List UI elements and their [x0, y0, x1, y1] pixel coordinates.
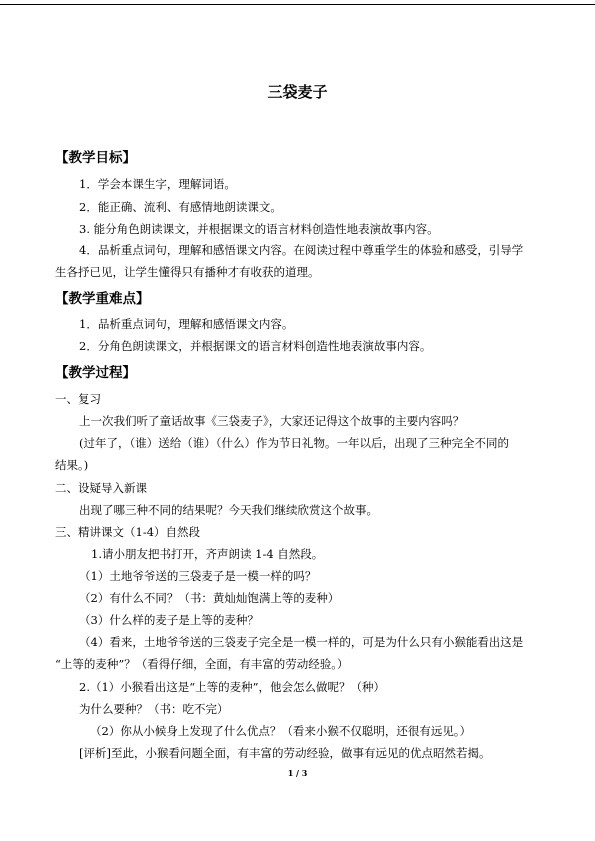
process-question: （3）什么样的麦子是上等的麦种？ — [79, 613, 259, 627]
goal-item-continued: 生各抒已见，让学生懂得只有播种才有收获的道理。 — [55, 265, 320, 279]
process-question: （4）看来，土地爷爷送的三袋麦子完全是一模一样的，可是为什么只有小猴能看出这是 — [79, 635, 524, 649]
header-rule — [0, 4, 595, 5]
process-paragraph-continued: 结果。) — [55, 458, 89, 472]
process-paragraph: 出现了哪三种不同的结果呢？今天我们继续欣赏这个故事。 — [79, 503, 378, 517]
process-commentary: [评析]至此，小猴看问题全面，有丰富的劳动经验，做事有远见的优点昭然若揭。 — [79, 746, 491, 760]
process-question: 为什么要种？（书：吃不完） — [79, 702, 229, 716]
process-step-heading: 二、设疑导入新课 — [55, 481, 147, 495]
process-step-heading: 一、复习 — [55, 392, 101, 406]
keypoint-item: 2．分角色朗读课文，并根据课文的语言材料创造性地表演故事内容。 — [79, 339, 432, 353]
page-number: 1 / 3 — [287, 768, 308, 778]
page-title: 三袋麦子 — [267, 83, 328, 101]
section-heading-goals: 【教学目标】 — [55, 150, 136, 166]
goal-item: 4．品析重点词句，理解和感悟课文内容。在阅读过程中尊重学生的体验和感受，引导学 — [79, 243, 524, 257]
process-question: （2）有什么不同？（书：黄灿灿饱满上等的麦种） — [79, 591, 340, 605]
process-question: （2）你从小候身上发现了什么优点？（看来小猴不仅聪明，还很有远见。） — [90, 724, 472, 738]
keypoint-item: 1．品析重点词句，理解和感悟课文内容。 — [79, 317, 294, 331]
process-paragraph: (过年了，（谁）送给（谁）（什么）作为节日礼物。一年以后，出现了三种完全不同的 — [79, 436, 509, 450]
process-question: 2.（1）小猴看出这是“上等的麦种”，他会怎么做呢？（种） — [79, 680, 386, 694]
process-paragraph: 1.请小朋友把书打开，齐声朗读 1-4 自然段。 — [91, 547, 324, 561]
process-question-continued: “上等的麦种”？（看得仔细，全面，有丰富的劳动经验。） — [55, 657, 349, 671]
goal-item: 3. 能分角色朗读课文，并根据课文的语言材料创造性地表演故事内容。 — [79, 222, 439, 236]
goal-item: 2．能正确、流利、有感情地朗读课文。 — [79, 200, 282, 214]
section-heading-keypoints: 【教学重难点】 — [55, 291, 150, 307]
process-question: （1）土地爷爷送的三袋麦子是一模一样的吗？ — [79, 569, 317, 583]
section-heading-process: 【教学过程】 — [55, 365, 136, 381]
process-paragraph: 上一次我们听了童话故事《三袋麦子》，大家还记得这个故事的主要内容吗？ — [79, 414, 465, 428]
goal-item: 1．学会本课生字，理解词语。 — [79, 177, 236, 191]
process-step-heading: 三、精讲课文（1-4）自然段 — [55, 525, 201, 539]
